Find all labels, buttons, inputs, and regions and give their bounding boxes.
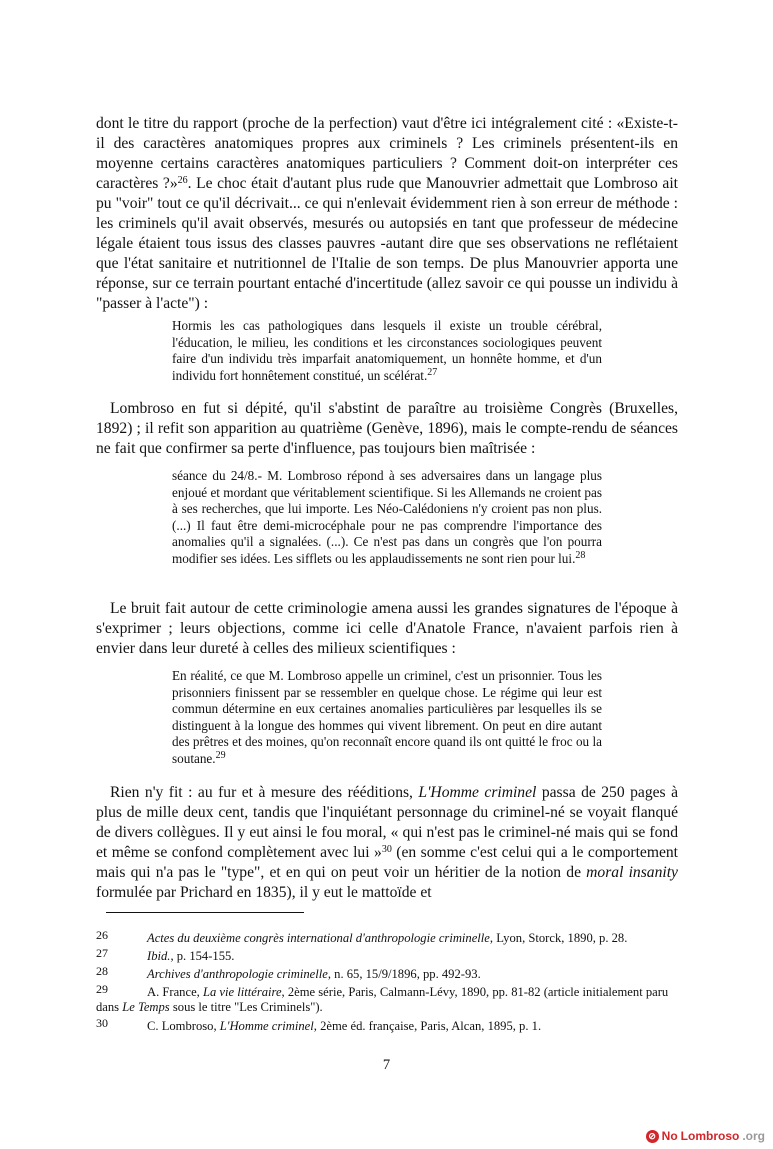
page-number: 7 xyxy=(382,1057,391,1073)
text-run: A. France, xyxy=(147,985,203,999)
text-run: , n. 65, 15/9/1896, pp. 492-93. xyxy=(327,967,481,981)
text-run: séance du 24/8.- M. Lombroso répond à ses adversaires dans un langage plus enjoué et mordant que véritablement scientifique. Si les Allemands ne croient pas à ses recherches, que lui importe. Les Néo-Calédoniens n'y croient pas non plus. (...) Il faut être demi-microcéphale pour ne pas comprendre l'importance des anomalies qu'il a signalées. (...). Ce n'est pas dans un congrès que l'on pourra modifier ses idées. Les sifflets ou les applaudissements ne sont rien pour lui. xyxy=(172,468,602,566)
footnote-number: 26 xyxy=(96,928,108,942)
text-run: , Lyon, Storck, 1890, p. 28. xyxy=(489,931,628,945)
footnote-number: 29 xyxy=(96,982,108,996)
footnote-ref: 29 xyxy=(215,749,226,761)
italic-text: Le Temps xyxy=(122,1000,170,1014)
italic-text: Actes du deuxième congrès international d'anthropologie criminelle xyxy=(147,931,490,945)
text-run: Lombroso en fut si dépité, qu'il s'abstint de paraître au troisième Congrès (Bruxelles, 1892) ; il refit son apparition au quatrième (Genève, 1896), mais le compte-rendu de séances ne fait que confirmer sa perte d'influence, pas toujours bien maîtrisée : xyxy=(96,400,678,457)
text-run: passa de 250 pages à plus de mille deux cent, tandis que l'inquiétant personnage du criminel-né se voyait flanqué de divers collègues. Il y eut ainsi le fou moral, « qui n'est pas le criminel-né mais qui se fond et même se confond complètement avec lui » xyxy=(96,784,678,861)
footnote-ref: 28 xyxy=(575,549,586,561)
footnote-number: 27 xyxy=(96,946,108,960)
text-run: (en somme c'est celui qui a le comportement mais qui n'a pas le "type", et en qui on peut voir un héritier de la notion de xyxy=(96,844,678,881)
text-run: dont le titre du rapport (proche de la perfection) vaut d'être ici intégralement cité : «Existe-t-il des caractères anatomiques propres aux criminels ? Les criminels présentent-ils en moyenne certains caractères anatomiques particuliers ? Comment doit-on interpréter ces caractères ?» xyxy=(96,115,678,192)
paragraph-3 xyxy=(96,599,678,659)
paragraph-2 xyxy=(96,399,678,459)
paragraph-4 xyxy=(96,783,678,903)
block-quote-3 xyxy=(172,668,602,768)
italic-text: La vie littéraire xyxy=(202,985,282,999)
italic-text: L'Homme criminel xyxy=(418,784,537,801)
text-run: , 2ème série, Paris, Calmann-Lévy, 1890, pp. 81-82 (article initialement paru dans xyxy=(96,985,669,1014)
italic-text: Ibid. xyxy=(147,949,171,963)
watermark-logo[interactable] xyxy=(646,1129,765,1143)
footnote-separator xyxy=(106,912,304,913)
footnote-27 xyxy=(96,946,678,964)
text-run: Le bruit fait autour de cette criminologie amena aussi les grandes signatures de l'époque à s'exprimer ; leurs objections, comme ici celle d'Anatole France, n'avaient parfois rien à envier dans leur dureté à celles des milieux scientifiques : xyxy=(96,600,678,657)
footnote-26 xyxy=(96,928,678,946)
text-run: Hormis les cas pathologiques dans lesquels il existe un trouble cérébral, l'éducation, le milieu, les conditions et les circonstances sociologiques peuvent faire d'un individu très imparfait anatomiquement, un honnête homme, et d'un individu fort honnêtement constitué, un scélérat. xyxy=(172,318,602,383)
text-run: , p. 154-155. xyxy=(170,949,235,963)
footnote-30 xyxy=(96,1016,678,1034)
block-quote-2 xyxy=(172,468,602,568)
italic-text: moral insanity xyxy=(586,864,678,881)
footnote-ref: 30 xyxy=(381,844,392,855)
footnote-ref: 27 xyxy=(427,366,438,378)
italic-text: Archives d'anthropologie criminelle xyxy=(147,967,328,981)
italic-text: L'Homme criminel xyxy=(219,1019,314,1033)
watermark-part-3: .org xyxy=(742,1129,765,1143)
footnote-number: 30 xyxy=(96,1016,108,1030)
text-run: , 2ème éd. française, Paris, Alcan, 1895, p. 1. xyxy=(313,1019,542,1033)
text-run: C. Lombroso, xyxy=(147,1019,220,1033)
block-quote-1 xyxy=(172,318,602,384)
watermark-part-2: Lombroso xyxy=(680,1129,740,1143)
no-entry-icon: ⊘ xyxy=(646,1130,659,1143)
text-run: formulée par Prichard en 1835), il y eut le mattoïde et xyxy=(96,884,432,901)
footnote-number: 28 xyxy=(96,964,108,978)
paragraph-1 xyxy=(96,114,678,314)
text-run: sous le titre "Les Criminels"). xyxy=(169,1000,323,1014)
footnote-ref: 26 xyxy=(177,175,188,186)
watermark-part-1: No xyxy=(661,1129,678,1143)
text-run: En réalité, ce que M. Lombroso appelle un criminel, c'est un prisonnier. Tous les prisonniers finissent par se ressembler en quelque chose. Le régime qui leur est commun détermine en eux certaines anomalies particulières par lesquelles ils se distinguent à la longue des hommes qui vivent librement. On peut en dire autant des prêtres et des moines, qu'on reconnaît encore quand ils ont quitté le froc ou la soutane. xyxy=(172,668,602,766)
footnote-29 xyxy=(96,982,678,1015)
text-run: Rien n'y fit : au fur et à mesure des rééditions, xyxy=(110,784,419,801)
footnote-28 xyxy=(96,964,678,982)
text-run: . Le choc était d'autant plus rude que Manouvrier admettait que Lombroso ait pu "voir" tout ce qu'il décrivait... ce qui n'enlevait évidemment rien à son erreur de méthode : les criminels qu'il avait observés, mesurés ou autopsiés en tant que professeur de médecine légale étaient tous issus des classes pauvres -autant dire que ses observations ne reflétaient que l'état sanitaire et nutritionnel de l'Italie de son temps. De plus Manouvrier apporta une réponse, sur ce terrain pourtant entaché d'incertitude (allez savoir ce qui pousse un individu à "passer à l'acte") : xyxy=(96,175,678,312)
